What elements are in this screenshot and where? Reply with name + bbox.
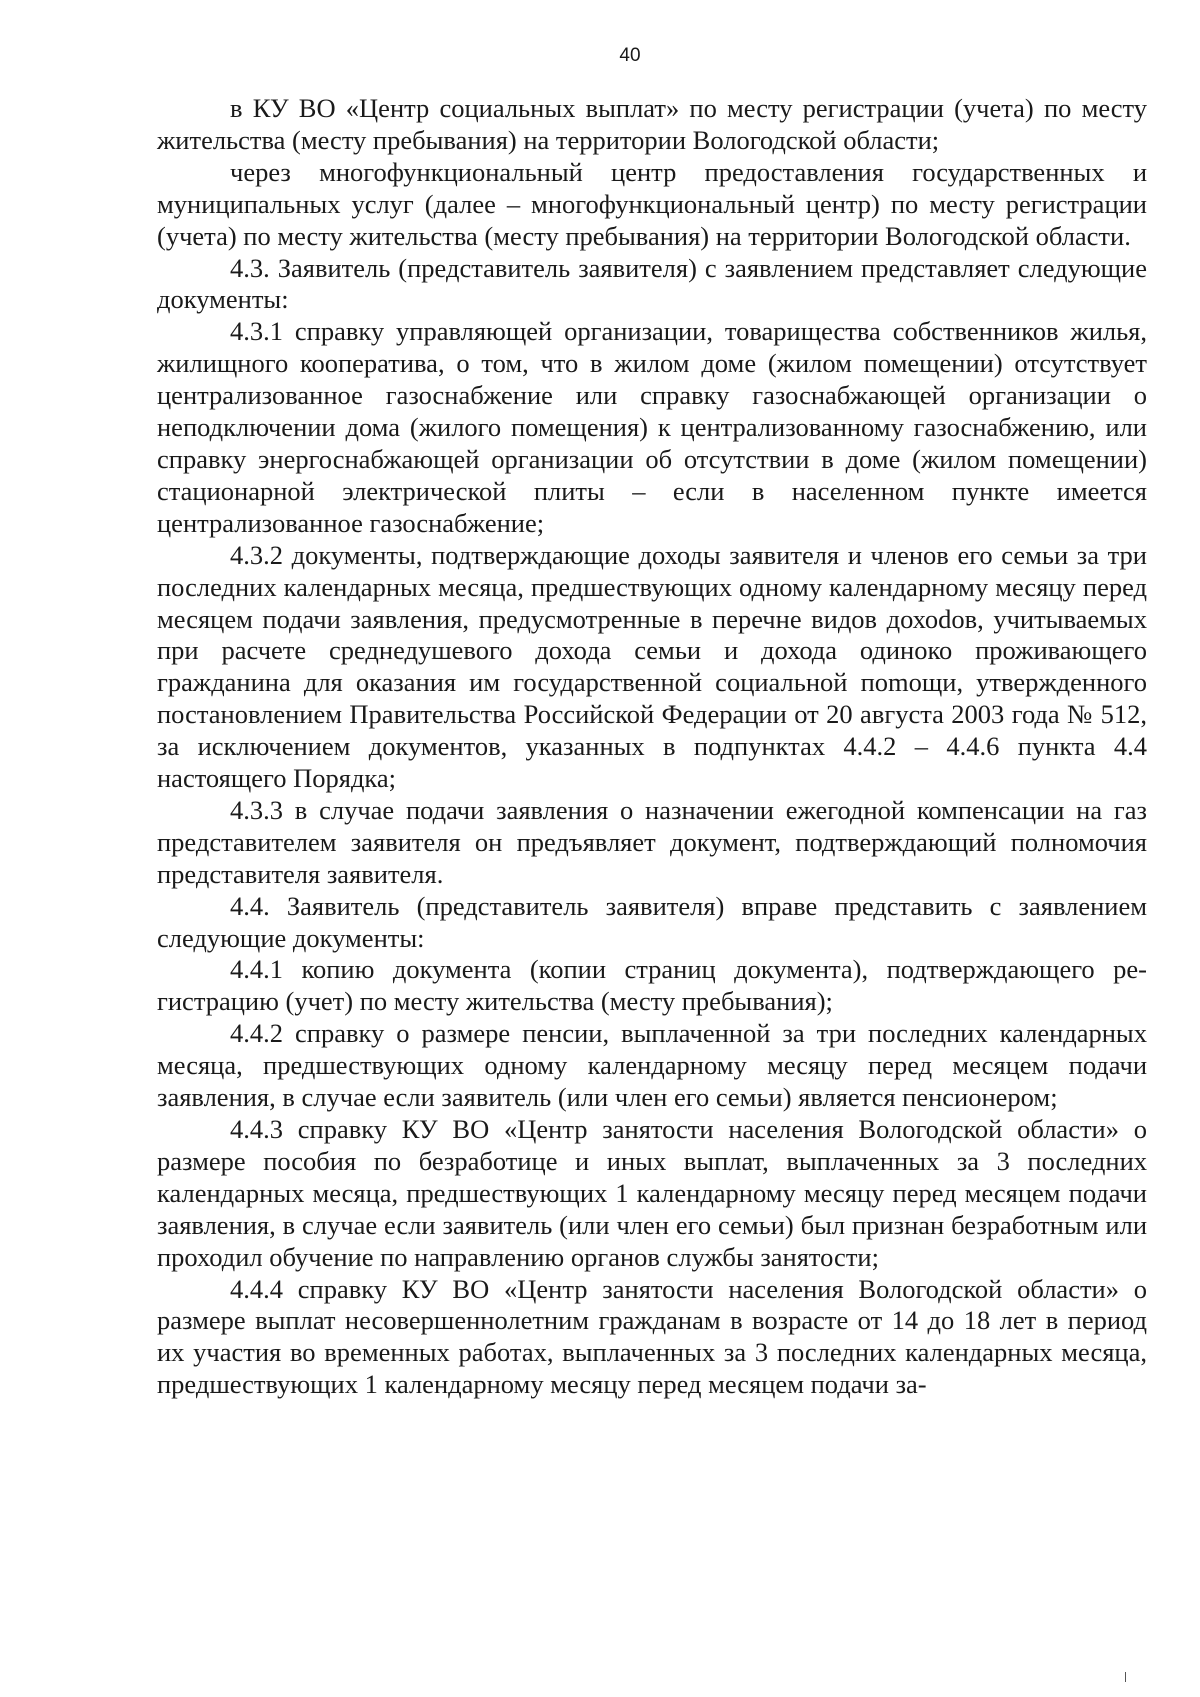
paragraph-4-3-3: 4.3.3 в случае подачи заявления о назначении ежегодной компенсации на газ представителем заявителя он предъявляет документ, подтверждающий полномочия представителя заявителя.	[157, 794, 1147, 889]
scan-mark	[1125, 1672, 1126, 1682]
paragraph-4-3-2: 4.3.2 документы, подтверждающие доходы заявителя и членов его семьи за три последних календарных месяца, предшествующих одному календарному месяцу перед месяцем подачи заявления, предусмотренные в перечне видов дохоdов, учитываемых при расчете среднедушевого дохода семьи и дохода одиноко проживающего гражданина для оказания им государственной социальной поmощи, утвержденного постановлением Правительства Российской Федерации от 20 августа 2003 года № 512, за исключением документов, указанных в подпунктах 4.4.2 – 4.4.6 пункта 4.4 настоящего Порядка;	[157, 539, 1147, 794]
paragraph-4-3-1: 4.3.1 справку управляющей организации, товарищества собственников жилья, жилищного кооператива, о том, что в жилом доме (жилом помещении) отсутствует централизованное газоснабжение или справку газоснабжающей организации о неподключении дома (жилого помещения) к централизованному газоснабжению, или справку энергоснабжающей организации об отсутствии в доме (жилом помещении) стационарной электрической плиты – если в населенном пункте имеется централизованное газоснабжение;	[157, 316, 1147, 538]
paragraph-4-3: 4.3. Заявитель (представитель заявителя) с заявлением представляет следующие документы:	[157, 252, 1147, 315]
paragraph-4-4-4: 4.4.4 справку КУ ВО «Центр занятости населения Вологодской области» о размере выплат несовершеннолетним гражданам в возрасте от 14 до 18 лет в период их участия во временных работах, выплаченных за 3 последних календарных месяца, предшествующих 1 календарному месяцу перед месяцем подачи за-	[157, 1273, 1147, 1400]
paragraph-4-4-1: 4.4.1 копию документа (копии страниц документа), подтверждающего регистрацию (учет) по месту жительства (месту пребывания);	[157, 954, 1147, 1017]
paragraph-4-4: 4.4. Заявитель (представитель заявителя) вправе представить с заявлением следующие документы:	[157, 890, 1147, 953]
paragraph-4-4-2: 4.4.2 справку о размере пенсии, выплаченной за три последних календарных месяца, предшествующих одному календарному месяцу перед месяцем подачи заявления, в случае если заявитель (или член его семьи) является пенсионером;	[157, 1018, 1147, 1113]
paragraph-4-4-3: 4.4.3 справку КУ ВО «Центр занятости населения Вологодской области» о размере пособия по безработице и иных выплат, выплаченных за 3 последних календарных месяца, предшествующих 1 календарному месяцу перед месяцем подачи заявления, в случае если заявитель (или член его семьи) был признан безработным или проходил обучение по направлению органов службы занятости;	[157, 1114, 1147, 1272]
document-body	[157, 93, 1147, 1401]
paragraph-mfc: через многофункциональный центр предоставления государственных и муниципальных услуг (далее – многофункциональный центр) по месту регистрации (учета) по месту жительства (месту пребывания) на территории Вологодской области.	[157, 156, 1147, 251]
page-number: 40	[619, 45, 641, 66]
paragraph-registration-place: в КУ ВО «Центр социальных выплат» по месту регистрации (учета) по месту жительства (месту пребывания) на территории Вологодской области;	[157, 93, 1147, 155]
